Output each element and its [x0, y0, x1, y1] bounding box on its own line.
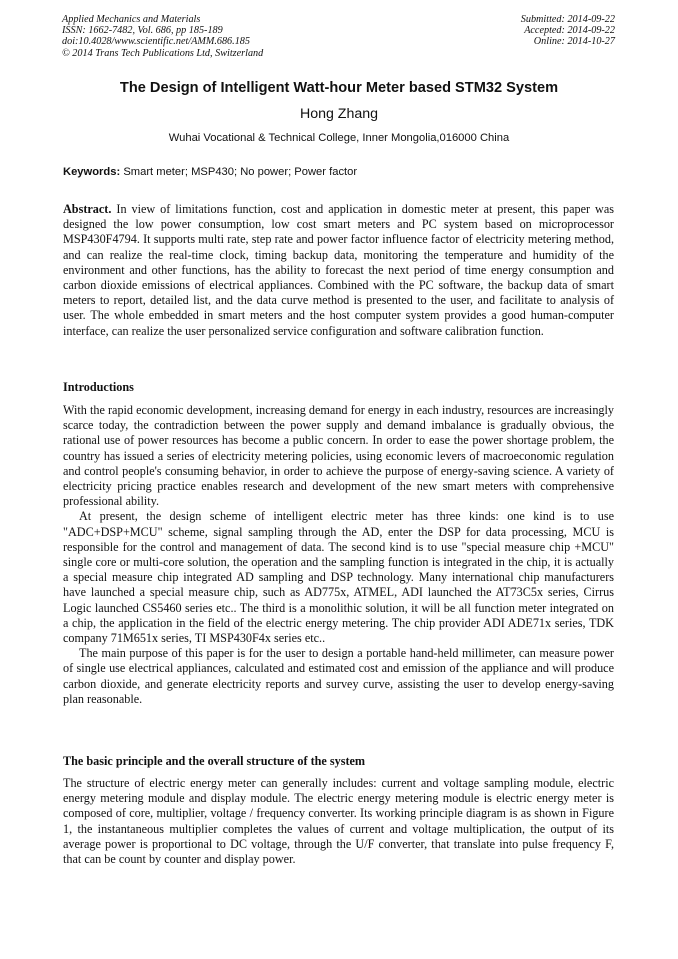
doi-line: doi:10.4028/www.scientific.net/AMM.686.185	[62, 36, 250, 48]
intro-heading: Introductions	[63, 380, 134, 394]
intro-paragraph-2: At present, the design scheme of intelligent electric meter has three kinds: one kind is to use "ADC+DSP+MCU" scheme, signal sampling through the AD, enter the DSP for data processing, MCU is responsible for the control and management of data. The second kind is to use "special measure chip +MCU" single core or multi-core solution, the operation and the sampling function is integrated in the chip, it is actually a special measure chip integrated AD sampling and DSP technology. Many international chip manufacturers have launched a special measure chip, such as AD775x, ATMEL, ADI launched the AT73C5x series, Cirrus Logic launched CS5460 series etc.. The third is a monolithic solution, it will be all function meter integrated on a chip, the application in the field of the electric energy metering. The chip provider ADI ADE71x series, TDK company 71M651x series, TI MSP430F4x series etc..	[63, 509, 614, 646]
issn-line: ISSN: 1662-7482, Vol. 686, pp 185-189	[62, 25, 223, 37]
online-date: Online: 2014-10-27	[533, 36, 615, 48]
journal-name: Applied Mechanics and Materials	[62, 14, 201, 25]
paper-title: The Design of Intelligent Watt-hour Meter based STM32 System	[119, 80, 559, 96]
basic-principle-body	[63, 776, 614, 867]
abstract-text: In view of limitations function, cost and application in domestic meter at present, this paper was designed the low power consumption, low cost smart meters and PC system based on microprocessor MSP430F4794. It supports multi rate, step rate and power factor influence factor of electricity metering method, and can realize the real-time clock, timing backup data, monitoring the temperature and humidity of the environment and other functions, has the ability to forecast the next period of time energy consumption and carbon dioxide emissions of electrical appliances. Combined with the PC software, the backup data of smart meters to report, detailed list, and the data curve method is presented to the user, and facilitate to analysis of user. The whole embedded in smart meters and the host computer system provides a good human-computer interface, can realize the user personalized service configuration and software calibration function.	[63, 202, 615, 338]
abstract-label: Abstract.	[63, 202, 112, 216]
abstract-block	[63, 202, 614, 339]
keywords-line	[63, 166, 357, 178]
keywords-label: Keywords:	[63, 166, 121, 178]
submitted-date: Submitted: 2014-09-22	[520, 14, 615, 25]
intro-paragraph-1: With the rapid economic development, increasing demand for energy in each industry, resources are increasingly scarce today, the contradiction between the power supply and demand imbalance is gradually obvious, the rational use of power resources has become a public concern. In order to ease the power shortage problem, the country has issued a series of electricity metering policies, using economic levers of macroeconomic regulation and control people's consuming behavior, in order to achieve the purpose of energy-saving science. A variety of electricity pricing practice enables research and development of the new smart meters with comprehensive professional ability.	[63, 403, 614, 509]
journal-header	[62, 14, 263, 59]
paper-affiliation: Wuhai Vocational & Technical College, Inner Mongolia,016000 China	[168, 132, 510, 144]
intro-body	[63, 403, 614, 707]
accepted-date: Accepted: 2014-09-22	[524, 25, 615, 37]
paper-author: Hong Zhang	[299, 106, 379, 122]
keywords-text: Smart meter; MSP430; No power; Power factor	[123, 166, 358, 178]
copyright-line: © 2014 Trans Tech Publications Ltd, Switzerland	[62, 47, 264, 59]
intro-paragraph-3: The main purpose of this paper is for the user to design a portable hand-held millimeter, can measure power of single use electrical appliances, calculated and estimated cost and emission of the appliance and will produce carbon dioxide, and generate electricity reports and survey curve, assisting the user to develop energy-saving plan reasonable.	[63, 646, 614, 706]
dates-header	[521, 14, 615, 48]
basic-paragraph-1: The structure of electric energy meter can generally includes: current and voltage sampling module, electric energy metering module and display module. The electric energy metering module is electric energy meter is composed of core, multiplier, voltage / frequency converter. Its working principle diagram is as shown in Figure 1, the instantaneous multiplier completes the values of current and voltage multiplication, the output of its average power is proportional to DC voltage, through the U/F converter, that translate into pulse frequency F, that can be count by counter and display power.	[63, 776, 614, 867]
basic-principle-heading: The basic principle and the overall structure of the system	[63, 754, 366, 768]
